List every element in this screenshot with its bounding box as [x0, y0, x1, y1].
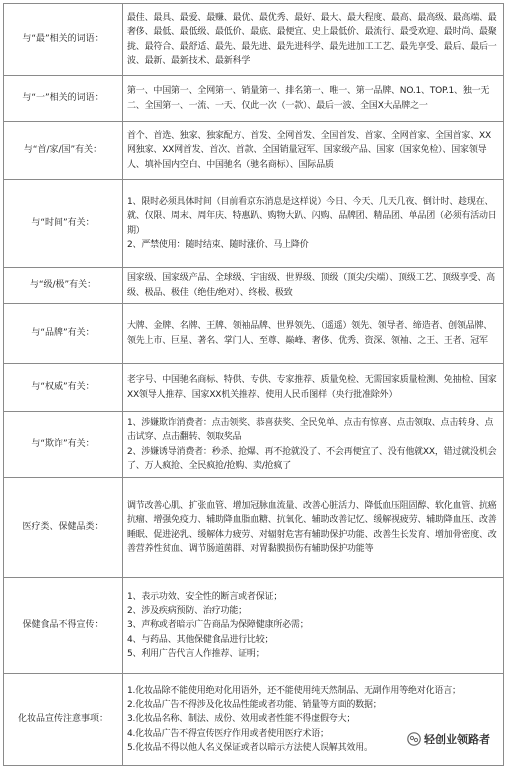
content-line: 首个、首选、独家、独家配方、首发、全网首发、全国首发、首家、全网首家、全国首家、XX网独家、XX网首发、首次、首款、全国销量冠军、国家级产品、国家（国家免检）、国家领导人、填补国内空白、中国驰名（驰名商标）、国际品质	[127, 131, 491, 170]
table-row	[4, 76, 504, 122]
table-row	[4, 268, 504, 304]
table-row	[4, 364, 504, 412]
content-line: 1、限时必须具体时间（目前看京东消息是这样说）今日、今天、几天几夜、倒计时、趁现在、就、仅限、周末、周年庆、特惠趴、购物大趴、闪购、品牌团、精品团、单品团（必须有活动日期）	[127, 197, 497, 236]
category-label: 与“权威”有关：	[31, 382, 95, 393]
row-category	[4, 478, 123, 578]
watermark	[404, 731, 493, 747]
category-label: 医疗类、保健品类：	[22, 522, 104, 533]
category-label: 与“首/家/国”有关：	[23, 145, 103, 156]
row-content	[123, 478, 504, 578]
content-line: 2、严禁使用：随时结束、随时涨价、马上降价	[127, 239, 309, 250]
table-row	[4, 674, 504, 766]
row-content	[123, 76, 504, 122]
content-line: 1、表示功效、安全性的断言或者保证；	[127, 591, 283, 602]
content-line: 2、涉嫌诱导消费者：秒杀、抢爆、再不抢就没了、不会再便宜了、没有他就XX，错过就没机会了、万人疯抢、全民疯抢/抢购、卖/抢疯了	[127, 446, 497, 471]
row-category	[4, 122, 123, 180]
table-row	[4, 478, 504, 578]
row-category	[4, 76, 123, 122]
table-row	[4, 4, 504, 76]
row-content	[123, 180, 504, 268]
content-line: 2、涉及疾病预防、治疗功能；	[127, 606, 247, 617]
row-category	[4, 674, 123, 766]
row-content	[123, 268, 504, 304]
content-line: 最佳、最具、最爱、最赚、最优、最优秀、最好、最大、最大程度、最高、最高级、最高端、最奢侈、最低、最低级、最低价、最底、最便宜、史上最低价、最流行、最受欢迎、最时尚、最聚拢、最符合、最舒适、最先、最先进、最先进科学、最先进加工工艺、最先享受、最后、最后一波、最新、最新技术、最新科学	[127, 13, 497, 66]
row-category	[4, 180, 123, 268]
content-line: 5.化妆品不得以他人名义保证或者以暗示方法使人误解其效用。	[127, 742, 373, 753]
content-line: 1、涉嫌欺诈消费者：点击领奖、恭喜获奖、全民免单、点击有惊喜、点击领取、点击转身、点击试穿、点击翻转、领取奖品	[127, 418, 494, 443]
content-line: 5、利用广告代言人作推荐、证明；	[127, 648, 265, 659]
category-label: 与“时间”有关：	[31, 218, 95, 229]
table-row	[4, 304, 504, 364]
row-content	[123, 4, 504, 76]
table-body	[4, 4, 504, 766]
content-line: 大牌、金牌、名牌、王牌、领袖品牌、世界领先、（遥遥）领先、领导者、缔造者、创领品牌、领先上市、巨星、著名、掌门人、至尊、巅峰、奢侈、优秀、资深、领袖、之王、王者、冠军	[127, 321, 493, 346]
row-content	[123, 364, 504, 412]
content-line: 3.化妆品名称、制法、成份、效用或者性能不得虚假夸大；	[127, 714, 356, 725]
category-label: 与“欺诈”有关：	[31, 439, 95, 450]
content-line: 2.化妆品广告不得涉及化妆品性能或者功能、销量等方面的数据；	[127, 700, 382, 711]
table-row	[4, 122, 504, 180]
table-row	[4, 180, 504, 268]
row-content	[123, 674, 504, 766]
row-category	[4, 4, 123, 76]
table-row	[4, 412, 504, 478]
content-line: 国家级、国家级产品、全球级、宇宙级、世界级、顶级（顶尖/尖端）、顶级工艺、顶级享受、高级、极品、极佳（绝佳/绝对）、终极、极致	[127, 273, 495, 298]
content-line: 3、声称或者暗示广告商品为保障健康所必需；	[127, 620, 309, 631]
wechat-official-account-icon	[407, 732, 421, 746]
table-row	[4, 578, 504, 674]
category-label: 与“品牌”有关：	[31, 328, 95, 339]
row-category	[4, 578, 123, 674]
content-line: 老字号、中国驰名商标、特供、专供、专家推荐、质量免检、无需国家质量检测、免抽检、国家XX领导人推荐、国家XX机关推荐、使用人民币图样（央行批准除外）	[127, 375, 497, 400]
row-category	[4, 412, 123, 478]
row-content	[123, 304, 504, 364]
row-category	[4, 304, 123, 364]
category-label: 与“最”相关的词语：	[22, 34, 104, 45]
row-content	[123, 122, 504, 180]
row-content	[123, 578, 504, 674]
prohibited-words-table	[3, 3, 504, 766]
content-line: 调节改善心肌、扩张血管、增加冠脉血流量、改善心脏活力、降低血压阻固醇、软化血管、抗癌抗瘤、增强免疫力、辅助降血脂血糖、抗氧化、辅助改善记忆、缓解视疲劳、辅助降血压、改善睡眠、促进泌乳、缓解体力疲劳、对辐射危害有辅助保护功能、改善生长发育、增加骨密度、改善营养性贫血、调节肠道菌群、对胃黏膜损伤有辅助保护功能等	[127, 501, 497, 554]
content-line: 第一、中国第一、全网第一、销量第一、排名第一、唯一、第一品牌、NO.1、TOP.1、独一无二、全国第一、一流、一天、仅此一次（一款）、最后一波、全国X大品牌之一	[127, 86, 490, 111]
content-line: 4、与药品、其他保健食品进行比较；	[127, 634, 274, 645]
row-content	[123, 412, 504, 478]
content-line: 1.化妆品除不能使用绝对化用语外，还不能使用纯天然制品、无副作用等绝对化语言；	[127, 685, 461, 696]
watermark-text: 轻创业领路者	[424, 733, 490, 746]
row-category	[4, 268, 123, 304]
category-label: 保健食品不得宣传：	[22, 620, 104, 631]
category-label: 化妆品宣传注意事项：	[17, 714, 108, 725]
content-line: 4.化妆品广告不得宣传医疗作用或者使用医疗术语；	[127, 728, 329, 739]
category-label: 与“级/极”有关：	[29, 280, 97, 291]
category-label: 与“一”相关的词语：	[22, 93, 104, 104]
row-category	[4, 364, 123, 412]
